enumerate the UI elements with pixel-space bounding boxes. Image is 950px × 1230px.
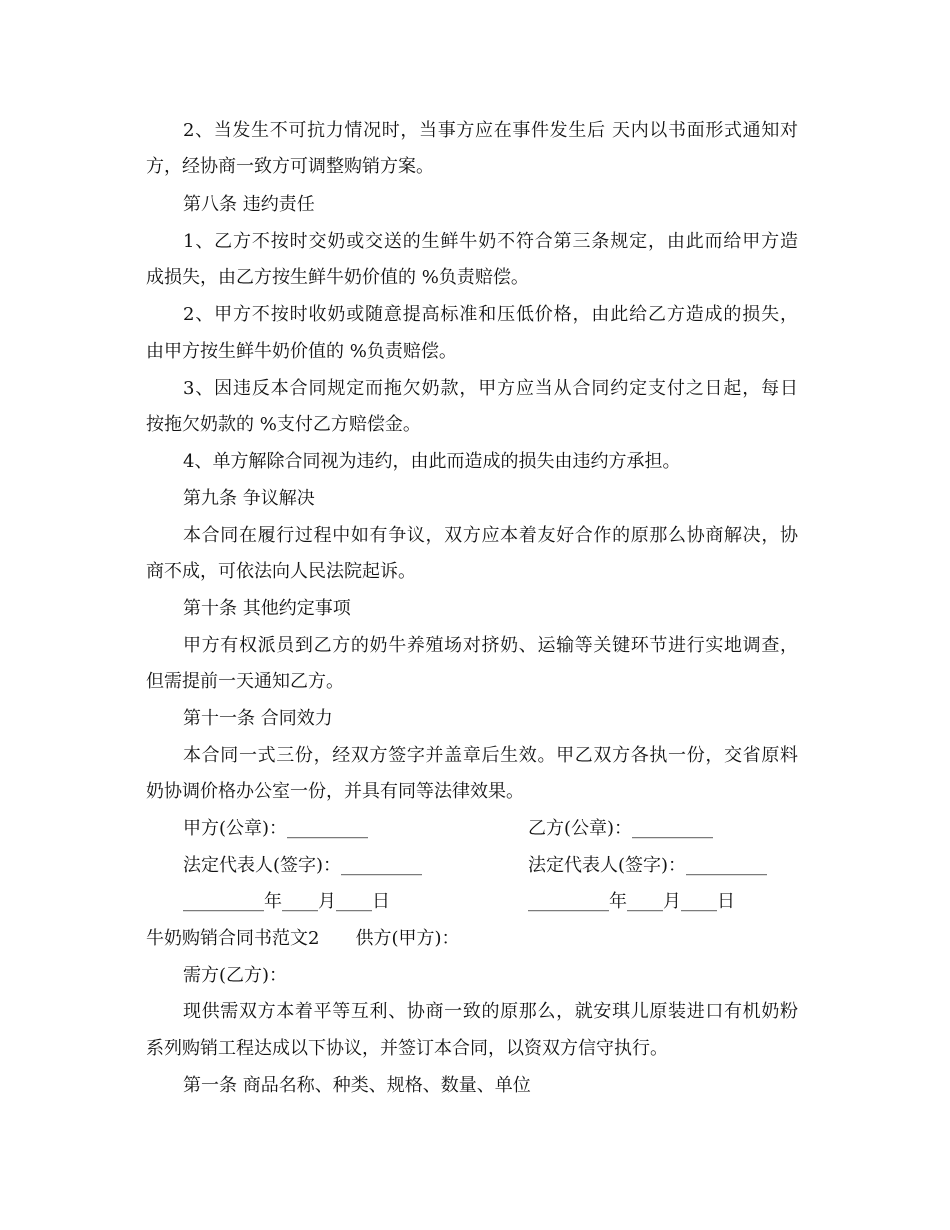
document-title-2: 牛奶购销合同书范文2 供方(甲方)： <box>146 928 460 949</box>
party-a-date-field: _________年____月____日 <box>183 891 390 912</box>
paragraph-line: 按拖欠奶款的 %支付乙方赔偿金。 <box>146 414 421 435</box>
paragraph-line: 2、甲方不按时收奶或随意提高标准和压低价格，由此给乙方造成的损失， <box>183 304 798 325</box>
paragraph-line: 需方(乙方)： <box>183 965 288 986</box>
section-heading: 第十条 其他约定事项 <box>183 598 351 619</box>
paragraph-line: 由甲方按生鲜牛奶价值的 %负责赔偿。 <box>146 341 457 362</box>
party-a-seal-field: 甲方(公章)：_________ <box>183 818 369 839</box>
paragraph-line: 奶协调价格办公室一份，并具有同等法律效果。 <box>146 781 524 802</box>
party-b-rep-field: 法定代表人(签字)：_________ <box>528 855 768 876</box>
section-heading: 第九条 争议解决 <box>183 488 315 509</box>
paragraph-line: 方，经协商一致方可调整购销方案。 <box>146 156 434 177</box>
paragraph-line: 但需提前一天通知乙方。 <box>146 671 344 692</box>
paragraph-line: 成损失，由乙方按生鲜牛奶价值的 %负责赔偿。 <box>146 267 529 288</box>
party-b-seal-field: 乙方(公章)：_________ <box>528 818 714 839</box>
section-heading: 第八条 违约责任 <box>183 194 315 215</box>
paragraph-line: 本合同一式三份，经双方签字并盖章后生效。甲乙双方各执一份，交省原料 <box>183 745 798 766</box>
paragraph-line: 2、当发生不可抗力情况时，当事方应在事件发生后 天内以书面形式通知对 <box>183 120 798 141</box>
party-a-rep-field: 法定代表人(签字)：_________ <box>183 855 423 876</box>
paragraph-line: 1、乙方不按时交奶或交送的生鲜牛奶不符合第三条规定，由此而给甲方造 <box>183 231 798 252</box>
paragraph-line: 商不成，可依法向人民法院起诉。 <box>146 561 416 582</box>
paragraph-line: 甲方有权派员到乙方的奶牛养殖场对挤奶、运输等关键环节进行实地调查， <box>183 635 798 656</box>
paragraph-line: 系列购销工程达成以下协议，并签订本合同，以资双方信守执行。 <box>146 1038 668 1059</box>
paragraph-line: 3、因违反本合同规定而拖欠奶款，甲方应当从合同约定支付之日起，每日 <box>183 378 798 399</box>
section-heading: 第十一条 合同效力 <box>183 708 333 729</box>
paragraph-line: 4、单方解除合同视为违约，由此而造成的损失由违约方承担。 <box>183 451 681 472</box>
party-b-date-field: _________年____月____日 <box>528 891 735 912</box>
paragraph-line: 现供需双方本着平等互利、协商一致的原那么，就安琪儿原装进口有机奶粉 <box>183 1001 798 1022</box>
section-heading: 第一条 商品名称、种类、规格、数量、单位 <box>183 1075 531 1096</box>
paragraph-line: 本合同在履行过程中如有争议，双方应本着友好合作的原那么协商解决，协 <box>183 525 798 546</box>
